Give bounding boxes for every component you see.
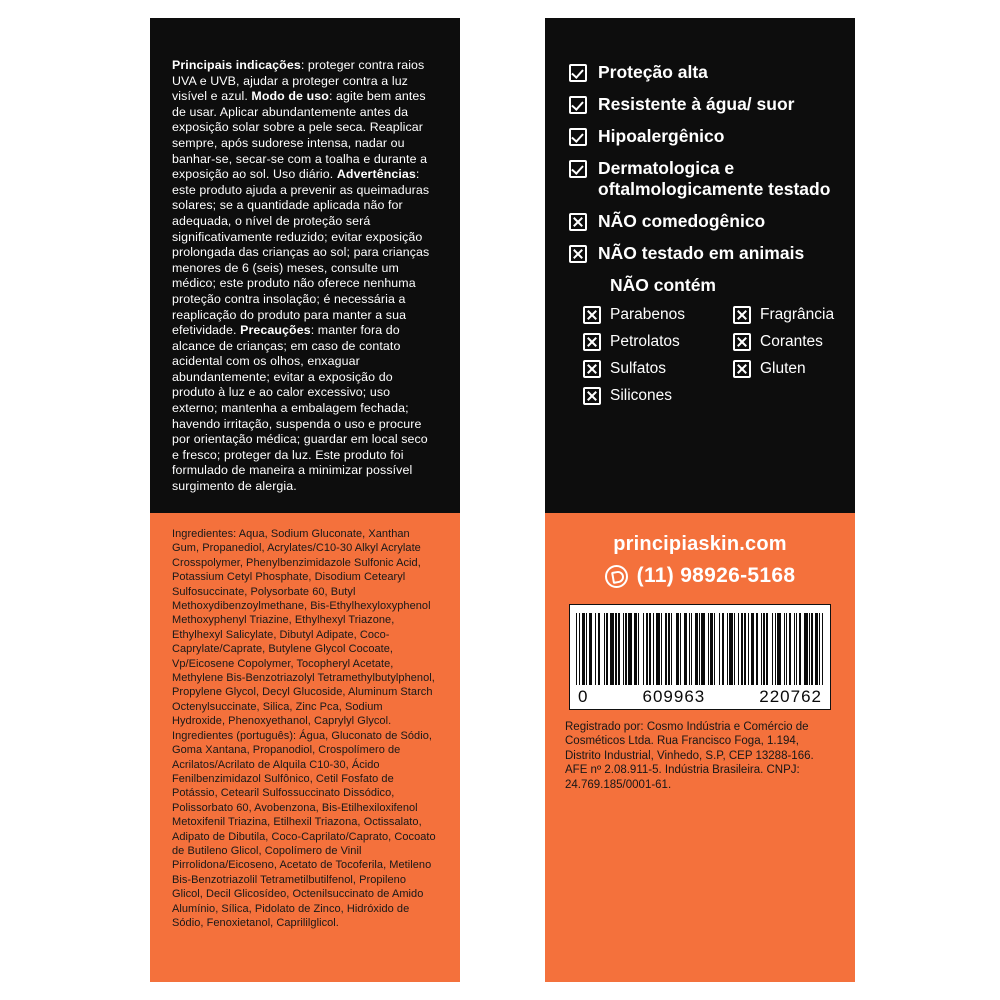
checkbox-crossed-icon	[733, 306, 751, 324]
free-from-label: Parabenos	[610, 306, 685, 323]
feature-label: Hipoalergênico	[598, 126, 725, 146]
warnings-text: : este produto ajuda a prevenir as queimaduras solares; se a quantidade aplicada não for adequada, o nível de proteção será significativamente reduzido; evitar exposição prolongada das crianças ao sol; para crianças menores de 6 (seis) meses, consulte um médico; este produto não oferece nenhuma proteção contra insolação; é necessária a reaplicação do produto para manter a sua efetividade.	[172, 167, 430, 338]
package-panel-right	[545, 18, 855, 982]
checkbox-crossed-icon	[733, 333, 751, 351]
feature-label: Resistente à água/ suor	[598, 94, 795, 114]
ingredients-block	[150, 513, 460, 982]
free-from-item	[583, 333, 733, 351]
precautions-text: : manter fora do alcance de crianças; em caso de contato acidental com os olhos, enxaguar abundantemente; evitar a exposição do produto à luz e ao calor excessivo; uso externo; mantenha a embalagem fechada; havendo irritação, suspenda o uso e procure por orientação médica; guardar em local seco e fresco; proteger da luz. Este produto foi formulado de maneira a minimizar possível surgimento de alergia.	[172, 323, 428, 494]
ingredients-paragraph	[172, 527, 438, 930]
free-from-label: Sulfatos	[610, 360, 667, 377]
checkbox-crossed-icon	[733, 360, 751, 378]
feature-label: NÃO testado em animais	[598, 243, 805, 263]
barcode-digits	[576, 685, 824, 707]
free-from-label: Fragrância	[760, 306, 835, 323]
checkbox-crossed-icon	[583, 333, 601, 351]
checkbox-crossed-icon	[583, 306, 601, 324]
usage-mode-label: Modo de uso	[251, 89, 329, 104]
precautions-label: Precauções	[240, 323, 311, 338]
usage-info-text	[172, 58, 438, 495]
checkbox-crossed-icon	[569, 213, 587, 231]
feature-item	[569, 126, 837, 147]
whatsapp-icon	[605, 565, 628, 588]
feature-item	[569, 62, 837, 83]
warnings-label: Advertências	[336, 167, 416, 182]
registration-text: Registrado por: Cosmo Indústria e Comércio de Cosméticos Ltda. Rua Francisco Foga, 1.194, Distrito Industrial, Vinhedo, S.P, CEP 13288-166. AFE nº 2.08.911-5. Indústria Brasileira. CNPJ: 24.769.185/0001-61.	[565, 721, 814, 791]
barcode-bars	[576, 613, 824, 685]
checkbox-crossed-icon	[583, 387, 601, 405]
usage-info-block	[150, 18, 460, 513]
ingredients-label: Ingredientes:	[172, 528, 237, 540]
free-from-item	[583, 360, 733, 378]
free-from-label: Corantes	[760, 333, 823, 350]
feature-label: Dermatologica e oftalmologicamente testado	[598, 158, 831, 199]
phone-row	[565, 564, 835, 588]
checkbox-checked-icon	[569, 128, 587, 146]
free-from-item	[583, 306, 733, 324]
barcode-digit-group-1: 609963	[642, 687, 706, 706]
feature-item	[569, 211, 837, 232]
free-from-title: NÃO contém	[610, 275, 716, 295]
feature-label: Proteção alta	[598, 62, 708, 82]
free-from-item	[583, 387, 733, 405]
checkbox-crossed-icon	[569, 245, 587, 263]
free-from-grid	[583, 306, 837, 405]
main-indications-label: Principais indicações	[172, 58, 301, 72]
barcode-digit-group-2: 220762	[759, 687, 822, 706]
checkbox-checked-icon	[569, 64, 587, 82]
free-from-item	[733, 306, 855, 324]
features-block	[545, 18, 855, 513]
phone-number[interactable]: (11) 98926-5168	[636, 564, 796, 587]
contact-block	[545, 513, 855, 982]
feature-item	[569, 158, 837, 200]
free-from-item	[733, 333, 855, 351]
website-url[interactable]: principiaskin.com	[613, 533, 787, 555]
usage-mode-text: : agite bem antes de usar. Aplicar abundantemente antes da exposição solar sobre a pele seca. Reaplicar sempre, após sudorese intensa, nadar ou banhar-se, secar-se com a toalha e durante a exposição ao sol. Uso diário.	[172, 89, 428, 182]
feature-item	[569, 243, 837, 264]
free-from-label: Petrolatos	[610, 333, 680, 350]
checkbox-crossed-icon	[583, 360, 601, 378]
free-from-label: Silicones	[610, 387, 673, 404]
package-panel-left	[150, 18, 460, 982]
barcode	[569, 604, 831, 710]
ingredients-list: Aqua, Sodium Gluconate, Xanthan Gum, Propanediol, Acrylates/C10-30 Alkyl Acrylate Crosspolymer, Phenylbenzimidazole Sulfonic Acid, Potassium Cetyl Phosphate, Disodium Cetearyl Sulfosuccinate, Polysorbate 60, Butyl Methoxydibenzoylmethane, Bis-Ethylhexyloxyphenol Methoxyphenyl Triazine, Ethylhexyl Triazone, Ethylhexyl Salicylate, Dibutyl Adipate, Coco-Caprylate/Caprate, Butylene Glycol Cocoate, Vp/Eicosene Copolymer, Tocopheryl Acetate, Methylene Bis-Benzotriazolyl Tetramethylbutylphenol, Propylene Glycol, Decyl Glucoside, Aluminum Starch Octenylsuccinate, Silica, Zinc Pca, Sodium Hydroxide, Phenoxyethanol, Caprylyl Glycol. Ingredientes (português): Água, Gluconato de Sódio, Goma Xantana, Propanodiol, Crospolímero de Acrilatos/Acrilato de Alquila C10-30, Ácido Fenilbenzimidazol Sulfônico, Cetil Fosfato de Potássio, Cetearil Sulfossuccinato Dissódico, Polissorbato 60, Avobenzona, Bis-Etilhexiloxifenol Metoxifenil Triazina, Etilhexil Triazona, Octissalato, Adipato de Dibutila, Coco-Caprilato/Caprato, Cocoato de Butileno Glicol, Copolímero de Vinil Pirrolidona/Eicoseno, Acetato de Tocoferila, Metileno Bis-Benzotriazolil Tetrametilbutilfenol, Propileno Glicol, Decil Glicosídeo, Octenilsuccinato de Amido Alumínio, Sílica, Pidolato de Zinco, Hidróxido de Sódio, Fenoxietanol, Caprililglicol.	[172, 528, 436, 929]
feature-item	[569, 94, 837, 115]
free-from-item	[733, 360, 855, 378]
barcode-digit-prefix: 0	[578, 687, 589, 706]
checkbox-checked-icon	[569, 160, 587, 178]
feature-label: NÃO comedogênico	[598, 211, 766, 231]
main-indications-text: : proteger contra raios UVA e UVB, ajudar a proteger contra a luz visível e azul.	[172, 58, 425, 104]
free-from-label: Gluten	[760, 360, 806, 377]
checkbox-checked-icon	[569, 96, 587, 114]
